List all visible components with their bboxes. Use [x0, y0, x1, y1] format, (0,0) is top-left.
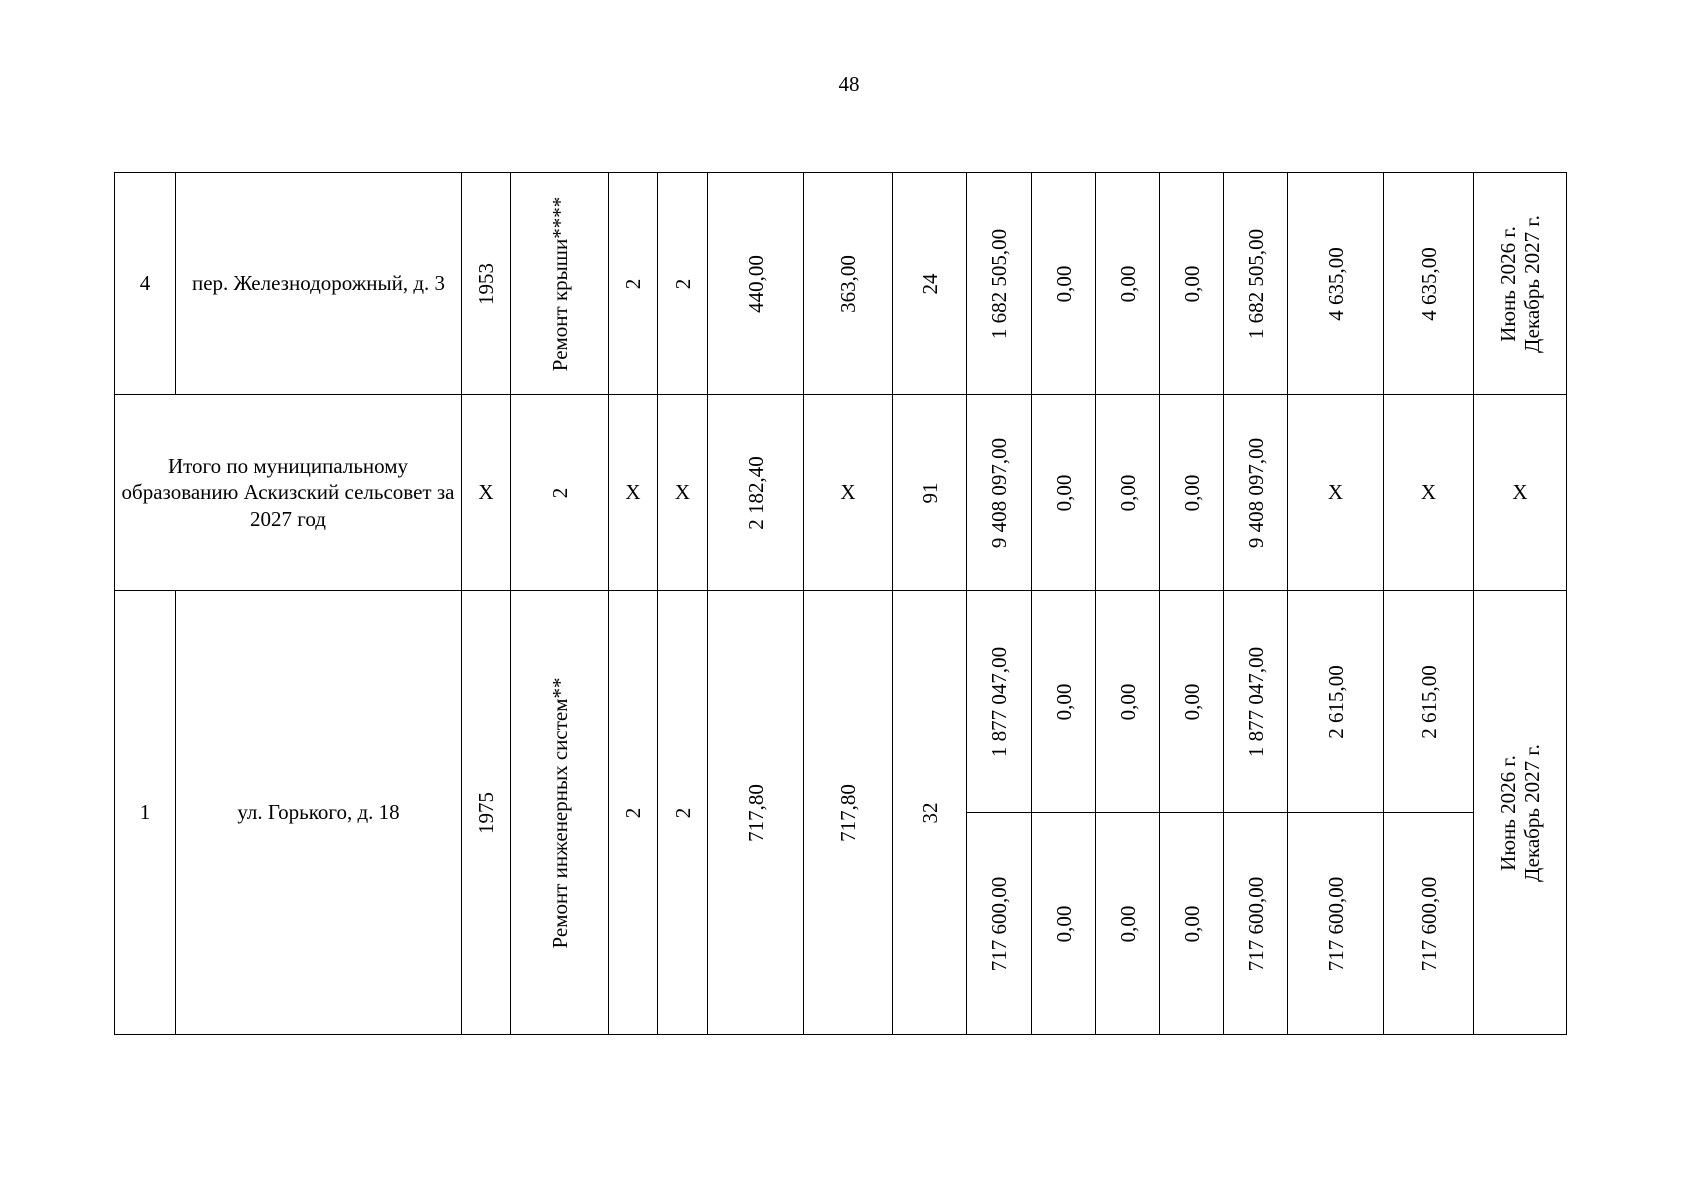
total-area-value: 440,00 [743, 254, 768, 313]
unit-cost-cell [1288, 173, 1384, 395]
fund-1-cell [1032, 395, 1096, 591]
fund-1-value: 0,00 [1051, 683, 1076, 720]
fund-4-cell [1224, 813, 1288, 1035]
work-type-cell [511, 173, 609, 395]
fund-3-value: 0,00 [1179, 474, 1204, 511]
residents-value: 32 [917, 802, 942, 823]
living-area-cell [804, 173, 893, 395]
floors-cell: X [609, 395, 658, 591]
fund-3-cell [1160, 395, 1224, 591]
table-row [115, 591, 1567, 813]
fund-4-cell [1224, 591, 1288, 813]
residents-value: 24 [917, 273, 942, 294]
cost-total-cell [967, 395, 1032, 591]
residents-value: 91 [917, 482, 942, 503]
year-value: 1975 [473, 791, 498, 834]
fund-2-cell [1096, 591, 1160, 813]
unit-cost-cell: X [1288, 395, 1384, 591]
fund-4-value: 9 408 097,00 [1243, 437, 1268, 548]
fund-3-cell [1160, 591, 1224, 813]
period-start: Июнь 2026 г. [1495, 225, 1520, 342]
totals-row [115, 395, 1567, 591]
address-cell: ул. Горького, д. 18 [176, 591, 462, 1035]
fund-4-value: 717 600,00 [1243, 876, 1268, 971]
period-end: Декабрь 2027 г. [1520, 214, 1544, 353]
fund-3-cell [1160, 813, 1224, 1035]
unit-cost-max-cell [1384, 591, 1474, 813]
work-type-value: Ремонт крыши**** [547, 196, 572, 371]
fund-1-cell [1032, 813, 1096, 1035]
unit-cost-max-cell [1384, 813, 1474, 1035]
fund-3-value: 0,00 [1179, 265, 1204, 302]
fund-1-value: 0,00 [1051, 474, 1076, 511]
year-cell [462, 173, 511, 395]
unit-cost-value: 2 615,00 [1323, 664, 1348, 739]
total-area-value: 717,80 [743, 783, 768, 842]
work-type-cell [511, 395, 609, 591]
cost-total-value: 717 600,00 [986, 876, 1011, 971]
unit-cost-max-value: 717 600,00 [1416, 876, 1441, 971]
period-cell: X [1474, 395, 1567, 591]
fund-2-cell [1096, 173, 1160, 395]
living-area-value: 717,80 [835, 783, 860, 842]
fund-2-value: 0,00 [1115, 474, 1140, 511]
cost-total-value: 9 408 097,00 [986, 437, 1011, 548]
floors-value: 2 [620, 807, 645, 818]
fund-2-value: 0,00 [1115, 265, 1140, 302]
fund-4-cell [1224, 395, 1288, 591]
table-row [115, 173, 1567, 395]
work-type-cell [511, 591, 609, 1035]
fund-4-cell [1224, 173, 1288, 395]
totals-label: Итого по муниципальному образованию Аскизский сельсовет за 2027 год [115, 395, 462, 591]
entrances-cell [658, 591, 708, 1035]
cost-total-cell [967, 591, 1032, 813]
work-count-value: 2 [547, 487, 572, 498]
period-start: Июнь 2026 г. [1495, 754, 1520, 871]
unit-cost-max-value: 2 615,00 [1416, 664, 1441, 739]
year-cell: X [462, 395, 511, 591]
fund-2-cell [1096, 813, 1160, 1035]
repair-program-table [114, 172, 1567, 1035]
unit-cost-max-cell [1384, 173, 1474, 395]
total-area-value: 2 182,40 [743, 455, 768, 530]
fund-3-cell [1160, 173, 1224, 395]
total-area-cell [708, 173, 804, 395]
total-area-cell [708, 395, 804, 591]
fund-1-value: 0,00 [1051, 905, 1076, 942]
entrances-value: 2 [670, 807, 695, 818]
fund-2-value: 0,00 [1115, 905, 1140, 942]
address-cell: пер. Железнодорожный, д. 3 [176, 173, 462, 395]
fund-3-value: 0,00 [1179, 905, 1204, 942]
page-number: 48 [838, 72, 860, 96]
fund-2-value: 0,00 [1115, 683, 1140, 720]
entrances-cell: X [658, 395, 708, 591]
row-number: 4 [115, 173, 176, 395]
cost-total-cell [967, 813, 1032, 1035]
floors-cell [609, 173, 658, 395]
unit-cost-value: 4 635,00 [1323, 246, 1348, 321]
unit-cost-value: 717 600,00 [1323, 876, 1348, 971]
cost-total-value: 1 877 047,00 [986, 646, 1011, 757]
period-cell [1474, 591, 1567, 1035]
fund-2-cell [1096, 395, 1160, 591]
living-area-value: 363,00 [835, 254, 860, 313]
residents-cell [893, 395, 967, 591]
residents-cell [893, 591, 967, 1035]
floors-cell [609, 591, 658, 1035]
entrances-cell [658, 173, 708, 395]
entrances-value: 2 [670, 278, 695, 289]
fund-1-value: 0,00 [1051, 265, 1076, 302]
living-area-cell [804, 591, 893, 1035]
cost-total-cell [967, 173, 1032, 395]
living-area-cell: X [804, 395, 893, 591]
floors-value: 2 [620, 278, 645, 289]
fund-1-cell [1032, 173, 1096, 395]
unit-cost-cell [1288, 813, 1384, 1035]
period-end: Декабрь 2027 г. [1520, 743, 1544, 882]
total-area-cell [708, 591, 804, 1035]
period-value [1496, 215, 1544, 353]
period-value [1496, 744, 1544, 882]
fund-4-value: 1 877 047,00 [1243, 646, 1268, 757]
unit-cost-cell [1288, 591, 1384, 813]
fund-3-value: 0,00 [1179, 683, 1204, 720]
unit-cost-max-cell: X [1384, 395, 1474, 591]
work-type-value: Ремонт инженерных систем** [547, 676, 572, 949]
row-number: 1 [115, 591, 176, 1035]
year-value: 1953 [473, 262, 498, 305]
cost-total-value: 1 682 505,00 [986, 228, 1011, 339]
fund-1-cell [1032, 591, 1096, 813]
period-cell [1474, 173, 1567, 395]
residents-cell [893, 173, 967, 395]
unit-cost-max-value: 4 635,00 [1416, 246, 1441, 321]
fund-4-value: 1 682 505,00 [1243, 228, 1268, 339]
year-cell [462, 591, 511, 1035]
